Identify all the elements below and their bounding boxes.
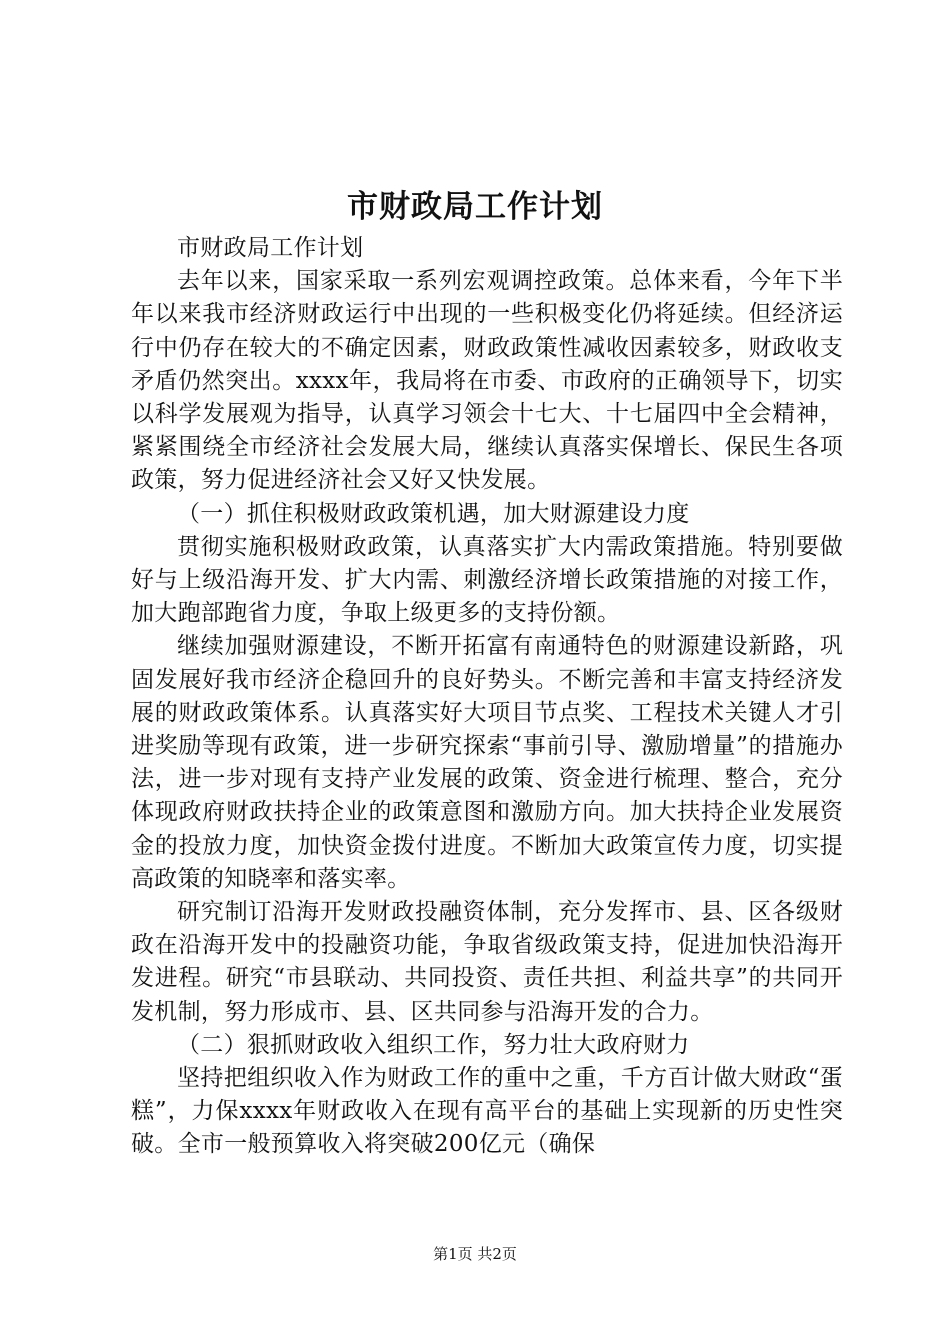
document-body bbox=[131, 232, 843, 1162]
paragraph: 坚持把组织收入作为财政工作的重中之重，千方百计做大财政“蛋糕”，力保xxxx年财政收入在现有高平台的基础上实现新的历史性突破。全市一般预算收入将突破200亿元（确保 bbox=[131, 1065, 843, 1158]
section-heading-2: （二）狠抓财政收入组织工作，努力壮大政府财力 bbox=[177, 1031, 690, 1058]
paragraph-intro: 去年以来，国家采取一系列宏观调控政策。总体来看，今年下半年以来我市经济财政运行中出现的一些积极变化仍将延续。但经济运行中仍存在较大的不确定因素，财政政策性减收因素较多，财政收支矛盾仍然突出。xxxx年，我局将在市委、市政府的正确领导下，切实以科学发展观为指导，认真学习领会十七大、十七届四中全会精神，紧紧围绕全市经济社会发展大局，继续认真落实保增长、保民生各项政策，努力促进经济社会又好又快发展。 bbox=[131, 268, 843, 494]
paragraph: 继续加强财源建设，不断开拓富有南通特色的财源建设新路，巩固发展好我市经济企稳回升的良好势头。不断完善和丰富支持经济发展的财政政策体系。认真落实好大项目节点奖、工程技术关键人才引进奖励等现有政策，进一步研究探索“事前引导、激励增量”的措施办法，进一步对现有支持产业发展的政策、资金进行梳理、整合，充分体现政府财政扶持企业的政策意图和激励方向。加大扶持企业发展资金的投放力度，加快资金拨付进度。不断加大政策宣传力度，切实提高政策的知晓率和落实率。 bbox=[131, 633, 843, 892]
paragraph: 研究制订沿海开发财政投融资体制，充分发挥市、县、区各级财政在沿海开发中的投融资功能，争取省级政策支持，促进加快沿海开发进程。研究“市县联动、共同投资、责任共担、利益共享”的共同开发机制，努力形成市、县、区共同参与沿海开发的合力。 bbox=[131, 899, 843, 1025]
page-footer: 第1页 共2页 bbox=[433, 1245, 517, 1263]
section-heading-1: （一）抓住积极财政政策机遇，加大财源建设力度 bbox=[177, 500, 690, 527]
paragraph-subtitle: 市财政局工作计划 bbox=[177, 235, 364, 261]
paragraph: 贯彻实施积极财政政策，认真落实扩大内需政策措施。特别要做好与上级沿海开发、扩大内需、刺激经济增长政策措施的对接工作，加大跑部跑省力度，争取上级更多的支持份额。 bbox=[131, 533, 843, 627]
document-title: 市财政局工作计划 bbox=[347, 189, 603, 225]
